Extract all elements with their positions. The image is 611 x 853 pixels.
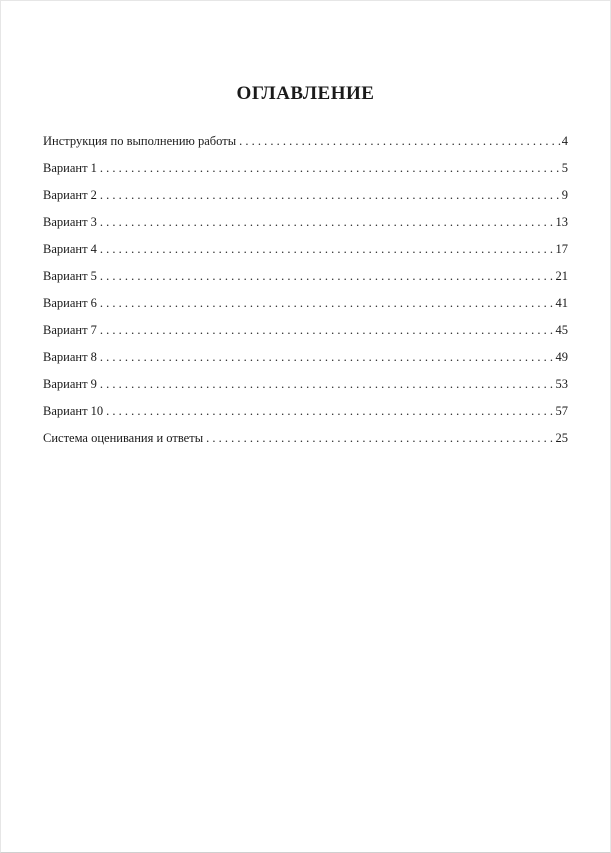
toc-entry-label: Вариант 3 xyxy=(43,215,97,229)
toc-entry-label: Вариант 2 xyxy=(43,188,97,202)
toc-leader-dots xyxy=(239,133,561,149)
table-of-contents xyxy=(43,133,568,457)
toc-leader-dots xyxy=(100,376,555,392)
toc-entry-page: 17 xyxy=(555,242,568,256)
toc-entry-page: 21 xyxy=(555,269,568,283)
toc-entry-page: 57 xyxy=(555,404,568,418)
toc-entry-variant-9[interactable] xyxy=(43,376,568,403)
toc-entry-variant-8[interactable] xyxy=(43,349,568,376)
toc-entry-label: Вариант 7 xyxy=(43,323,97,337)
toc-entry-label: Вариант 6 xyxy=(43,296,97,310)
toc-entry-label: Вариант 10 xyxy=(43,404,104,418)
toc-leader-dots xyxy=(100,268,555,284)
toc-entry-page: 25 xyxy=(555,431,568,445)
toc-leader-dots xyxy=(100,322,555,338)
toc-entry-label: Вариант 5 xyxy=(43,269,97,283)
toc-entry-page: 13 xyxy=(555,215,568,229)
toc-entry-variant-3[interactable] xyxy=(43,214,568,241)
toc-entry-variant-1[interactable] xyxy=(43,160,568,187)
toc-entry-label: Вариант 9 xyxy=(43,377,97,391)
toc-entry-page: 5 xyxy=(561,161,568,175)
toc-entry-variant-5[interactable] xyxy=(43,268,568,295)
toc-entry-grading-and-answers[interactable] xyxy=(43,430,568,457)
toc-entry-variant-2[interactable] xyxy=(43,187,568,214)
toc-leader-dots xyxy=(206,430,554,446)
toc-leader-dots xyxy=(100,295,555,311)
toc-entry-page: 41 xyxy=(555,296,568,310)
toc-entry-variant-4[interactable] xyxy=(43,241,568,268)
toc-leader-dots xyxy=(100,160,561,176)
toc-entry-label: Вариант 4 xyxy=(43,242,97,256)
toc-entry-page: 53 xyxy=(555,377,568,391)
toc-entry-page: 9 xyxy=(561,188,568,202)
toc-entry-instructions[interactable] xyxy=(43,133,568,160)
toc-leader-dots xyxy=(100,187,561,203)
toc-entry-label: Инструкция по выполнению работы xyxy=(43,134,237,148)
page-title: ОГЛАВЛЕНИЕ xyxy=(236,82,375,104)
toc-entry-variant-10[interactable] xyxy=(43,403,568,430)
toc-entry-page: 45 xyxy=(555,323,568,337)
toc-leader-dots xyxy=(100,241,555,257)
toc-entry-variant-6[interactable] xyxy=(43,295,568,322)
toc-leader-dots xyxy=(106,403,554,419)
toc-entry-variant-7[interactable] xyxy=(43,322,568,349)
toc-entry-label: Вариант 1 xyxy=(43,161,97,175)
toc-entry-label: Вариант 8 xyxy=(43,350,97,364)
toc-entry-page: 4 xyxy=(561,134,568,148)
toc-entry-label: Система оценивания и ответы xyxy=(43,431,204,445)
toc-leader-dots xyxy=(100,214,555,230)
toc-entry-page: 49 xyxy=(555,350,568,364)
toc-leader-dots xyxy=(100,349,555,365)
